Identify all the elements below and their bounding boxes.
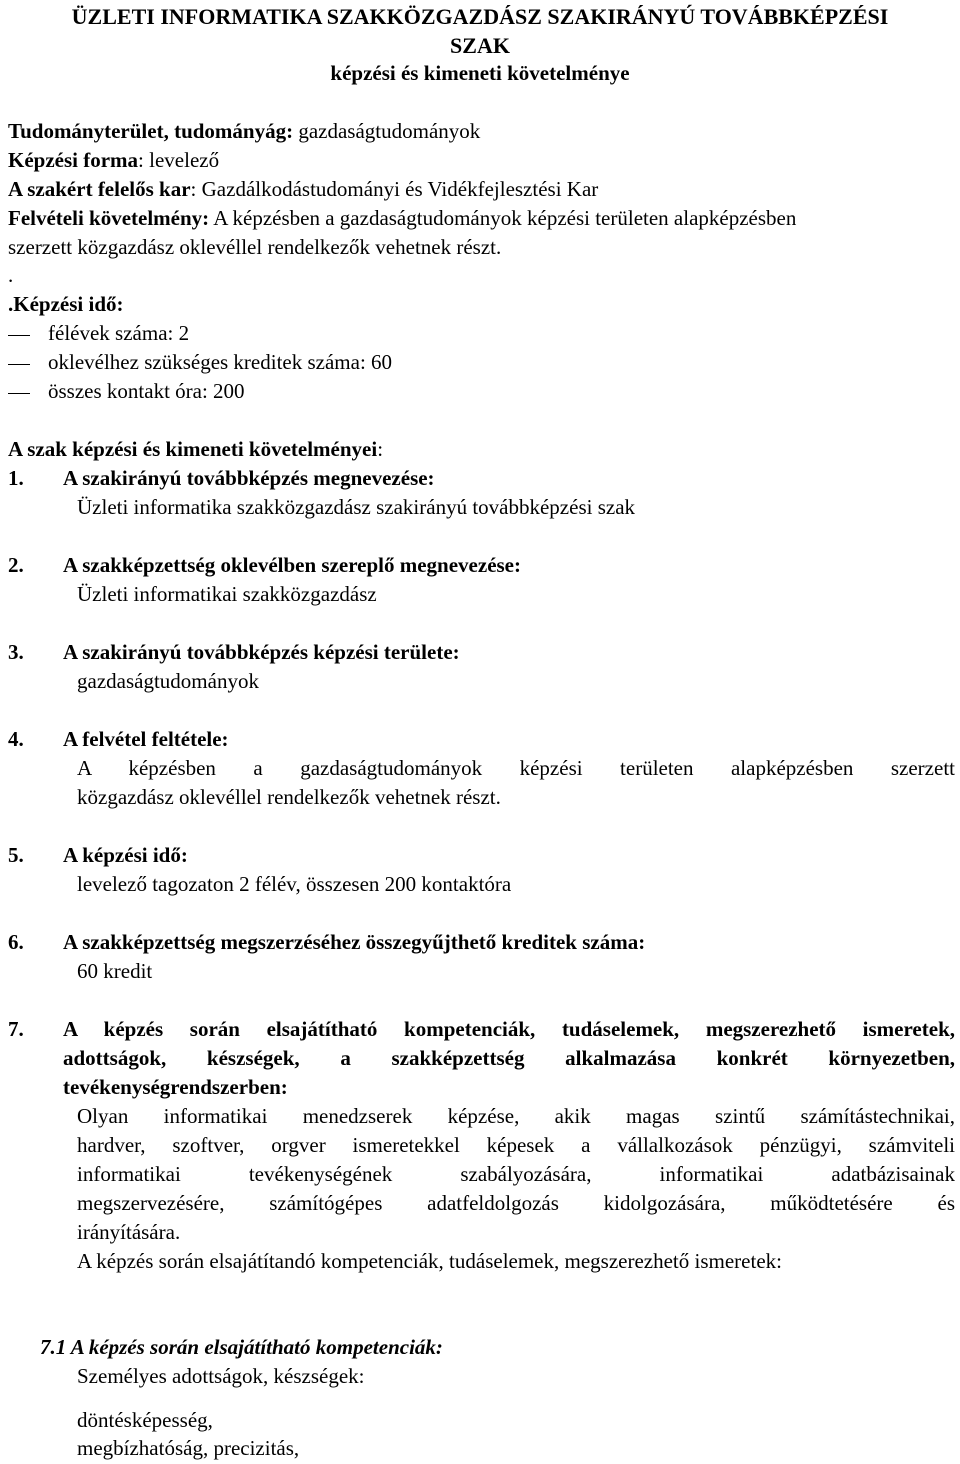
form-row xyxy=(8,146,219,175)
duration-label: .Képzési idő: xyxy=(8,292,124,316)
section-1-body: Üzleti informatika szakközgazdász szakirányú továbbképzési szak xyxy=(77,495,636,519)
dash-bullet xyxy=(8,393,30,394)
section-5-body: levelező tagozaton 2 félév, összesen 200 kontaktóra xyxy=(77,872,512,896)
list-item: megbízhatóság, precizitás, xyxy=(77,1436,300,1460)
section-6-body: 60 kredit xyxy=(77,959,153,983)
section-7-1-heading: 7.1 A képzés során elsajátítható kompetenciák: xyxy=(40,1335,443,1359)
document-title-line1: ÜZLETI INFORMATIKA SZAKKÖZGAZDÁSZ SZAKIRÁNYÚ TOVÁBBKÉPZÉSI xyxy=(71,4,889,29)
field-value: gazdaságtudományok xyxy=(293,119,481,143)
faculty-row xyxy=(8,175,598,204)
document-subtitle: képzési és kimeneti követelménye xyxy=(330,61,630,85)
duration-item: félévek száma: 2 xyxy=(48,321,190,345)
section-7-title-line2: adottságok, készségek, a szakképzettség alkalmazása konkrét környezetben, xyxy=(63,1046,955,1070)
section-7-body-line4: megszervezésére, számítógépes adatfeldolgozás kidolgozására, működtetésére és xyxy=(77,1191,955,1215)
section-7-body-line6: A képzés során elsajátítandó kompetenciák, tudáselemek, megszerezhető ismeretek: xyxy=(77,1249,782,1273)
form-label: Képzési forma xyxy=(8,148,139,172)
requirements-heading-row xyxy=(8,435,383,464)
duration-item: összes kontakt óra: 200 xyxy=(48,379,245,403)
section-5-number: 5. xyxy=(8,843,24,867)
section-1-title: A szakirányú továbbképzés megnevezése: xyxy=(63,466,435,490)
admission-value-line1: A képzésben a gazdaságtudományok képzési területen alapképzésben xyxy=(209,206,797,230)
duration-item: oklevélhez szükséges kreditek száma: 60 xyxy=(48,350,393,374)
section-6-number: 6. xyxy=(8,930,24,954)
requirements-heading: A szak képzési és kimeneti követelményei xyxy=(8,437,378,461)
section-4-number: 4. xyxy=(8,727,24,751)
section-2-number: 2. xyxy=(8,553,24,577)
section-3-title: A szakirányú továbbképzés képzési területe: xyxy=(63,640,460,664)
faculty-value: : Gazdálkodástudományi és Vidékfejlesztési Kar xyxy=(190,177,599,201)
section-6-title: A szakképzettség megszerzéséhez összegyűjthető kreditek száma: xyxy=(63,930,646,954)
section-7-title-line1: A képzés során elsajátítható kompetenciák, tudáselemek, megszerezhető ismeretek, xyxy=(63,1017,955,1041)
section-4-body-line2: közgazdász oklevéllel rendelkezők vehetnek részt. xyxy=(77,785,501,809)
list-item: döntésképesség, xyxy=(77,1408,213,1432)
section-7-body-line1: Olyan informatikai menedzserek képzése, akik magas szintű számítástechnikai, xyxy=(77,1104,955,1128)
faculty-label: A szakért felelős kar xyxy=(8,177,191,201)
section-7-1-subheading: Személyes adottságok, készségek: xyxy=(77,1364,365,1388)
section-4-body-line1: A képzésben a gazdaságtudományok képzési területen alapképzésben szerzett xyxy=(77,756,955,780)
section-7-title-line3: tevékenységrendszerben: xyxy=(63,1075,288,1099)
field-row xyxy=(8,117,480,146)
section-1-number: 1. xyxy=(8,466,24,490)
admission-row xyxy=(8,204,796,233)
section-2-body: Üzleti informatikai szakközgazdász xyxy=(77,582,377,606)
admission-label: Felvételi követelmény: xyxy=(8,206,210,230)
section-4-title: A felvétel feltétele: xyxy=(63,727,229,751)
dash-bullet xyxy=(8,364,30,365)
section-7-number: 7. xyxy=(8,1017,24,1041)
section-7-body-line3: informatikai tevékenységének szabályozására, informatikai adatbázisainak xyxy=(77,1162,955,1186)
field-label: Tudományterület, tudományág: xyxy=(8,119,294,143)
dash-bullet xyxy=(8,335,30,336)
document-title-line2: SZAK xyxy=(450,33,510,58)
duration-dot: . xyxy=(8,263,14,287)
section-3-body: gazdaságtudományok xyxy=(77,669,259,693)
section-3-number: 3. xyxy=(8,640,24,664)
section-5-title: A képzési idő: xyxy=(63,843,188,867)
section-2-title: A szakképzettség oklevélben szereplő megnevezése: xyxy=(63,553,522,577)
section-7-body-line2: hardver, szoftver, orgver ismeretekkel képesek a vállalkozások pénzügyi, számviteli xyxy=(77,1133,955,1157)
admission-value-line2: szerzett közgazdász oklevéllel rendelkezők vehetnek részt. xyxy=(8,235,502,259)
form-value: : levelező xyxy=(138,148,220,172)
requirements-colon: : xyxy=(377,437,384,461)
section-7-body-line5: irányítására. xyxy=(77,1220,181,1244)
